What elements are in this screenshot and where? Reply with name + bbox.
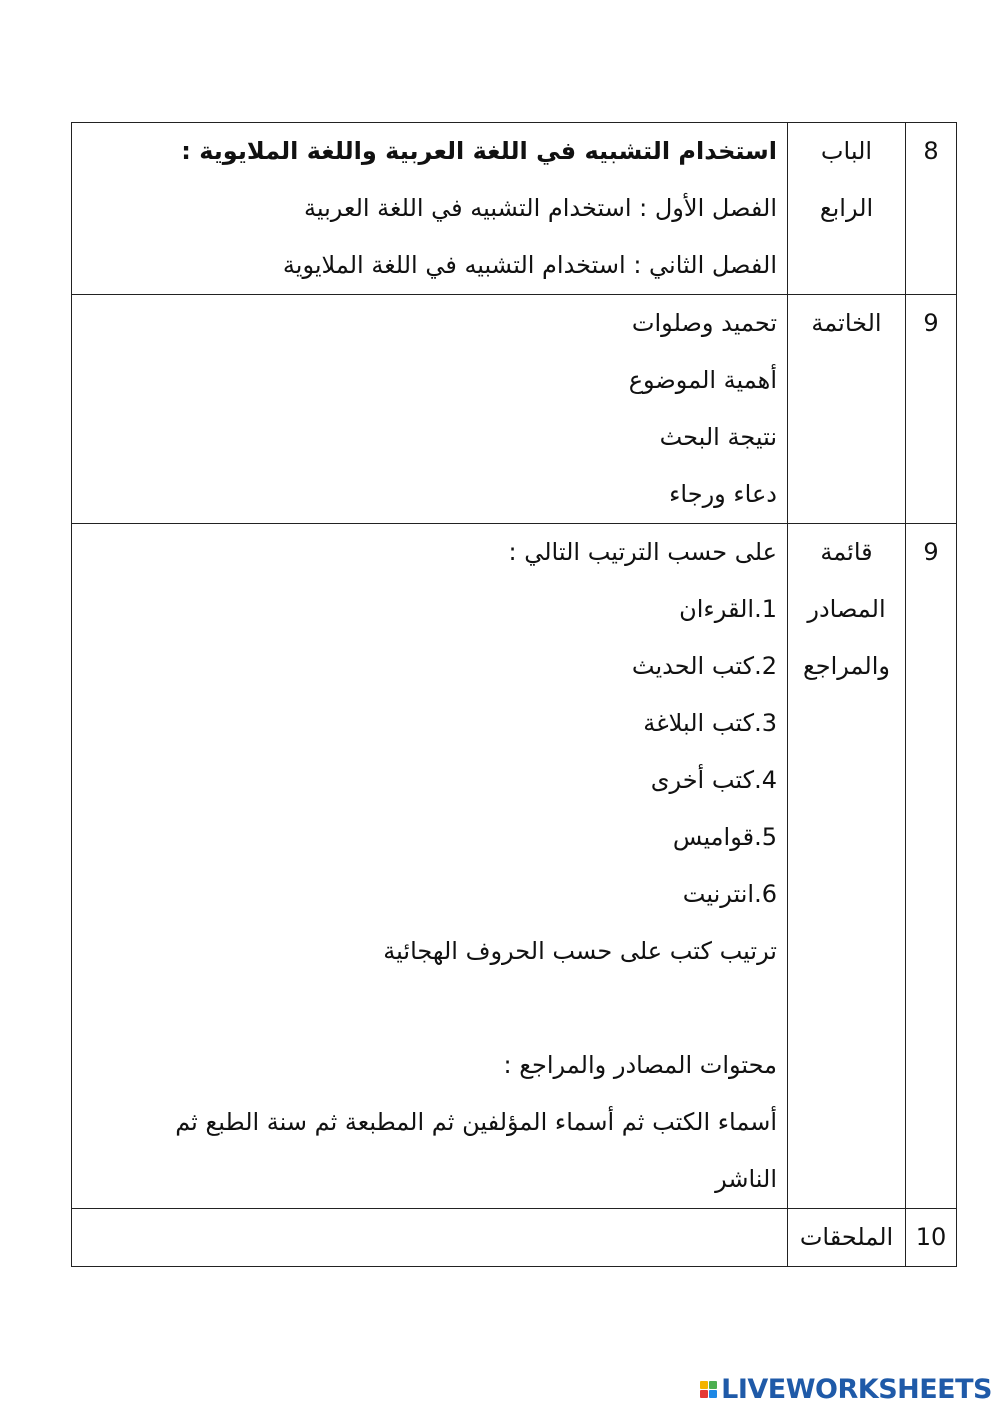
logo-square-1 <box>700 1381 708 1389</box>
logo-square-2 <box>709 1381 717 1389</box>
row-number: 10 <box>915 1223 947 1251</box>
content-line: 3.كتب البلاغة <box>643 709 777 737</box>
content-line: الناشر <box>715 1165 777 1193</box>
row-number: 9 <box>923 538 939 566</box>
content-line: الفصل الأول : استخدام التشبيه في اللغة العربية <box>303 194 777 222</box>
content-line: محتوات المصادر والمراجع : <box>503 1051 777 1079</box>
row-number-cell <box>906 123 957 295</box>
section-title-line: الباب <box>820 137 873 165</box>
row-number-cell <box>906 524 957 1209</box>
content-line: 1.القرءان <box>679 595 777 623</box>
section-content-cell <box>72 1209 788 1267</box>
content-line: نتيجة البحث <box>659 423 777 451</box>
row-number-cell <box>906 295 957 524</box>
table-row <box>72 1209 957 1267</box>
content-line: أهمية الموضوع <box>628 366 777 394</box>
content-line: ترتيب كتب على حسب الحروف الهجائية <box>383 937 777 965</box>
section-title-line: الخاتمة <box>811 309 882 337</box>
content-line: على حسب الترتيب التالي : <box>508 538 777 566</box>
section-content-cell <box>72 123 788 295</box>
section-title-line: الرابع <box>819 194 874 222</box>
section-title-line: الملحقات <box>799 1223 894 1251</box>
content-line: دعاء ورجاء <box>669 480 777 508</box>
section-title-line: قائمة <box>820 538 873 566</box>
logo-square-3 <box>700 1390 708 1398</box>
content-line: أسماء الكتب ثم أسماء المؤلفين ثم المطبعة ثم سنة الطبع ثم <box>175 1108 777 1136</box>
row-number: 9 <box>923 309 939 337</box>
content-line: تحميد وصلوات <box>631 309 777 337</box>
section-title-line: والمراجع <box>803 652 890 680</box>
section-title-line: المصادر <box>807 595 886 623</box>
row-number-cell <box>906 1209 957 1267</box>
content-line <box>82 980 777 1037</box>
section-title-cell <box>788 524 906 1209</box>
content-line: 2.كتب الحديث <box>631 652 777 680</box>
watermark-text: LIVEWORKSHEETS <box>721 1374 992 1405</box>
section-content-cell <box>72 295 788 524</box>
content-line: استخدام التشبيه في اللغة العربية واللغة الملايوية : <box>181 137 777 165</box>
table-row <box>72 123 957 295</box>
outline-table <box>71 122 957 1267</box>
table-row <box>72 524 957 1209</box>
logo-square-4 <box>709 1390 717 1398</box>
table-row <box>72 295 957 524</box>
content-line: 4.كتب أخرى <box>650 766 777 794</box>
section-content-cell <box>72 524 788 1209</box>
content-line: الفصل الثاني : استخدام التشبيه في اللغة الملايوية <box>282 251 777 279</box>
liveworksheets-logo-icon <box>700 1381 717 1398</box>
section-title-cell <box>788 1209 906 1267</box>
row-number: 8 <box>923 137 939 165</box>
section-title-cell <box>788 295 906 524</box>
liveworksheets-watermark <box>700 1374 992 1405</box>
content-line: 6.انترنيت <box>682 880 777 908</box>
empty-content <box>82 1209 777 1266</box>
content-line: 5.قواميس <box>672 823 777 851</box>
section-title-cell <box>788 123 906 295</box>
